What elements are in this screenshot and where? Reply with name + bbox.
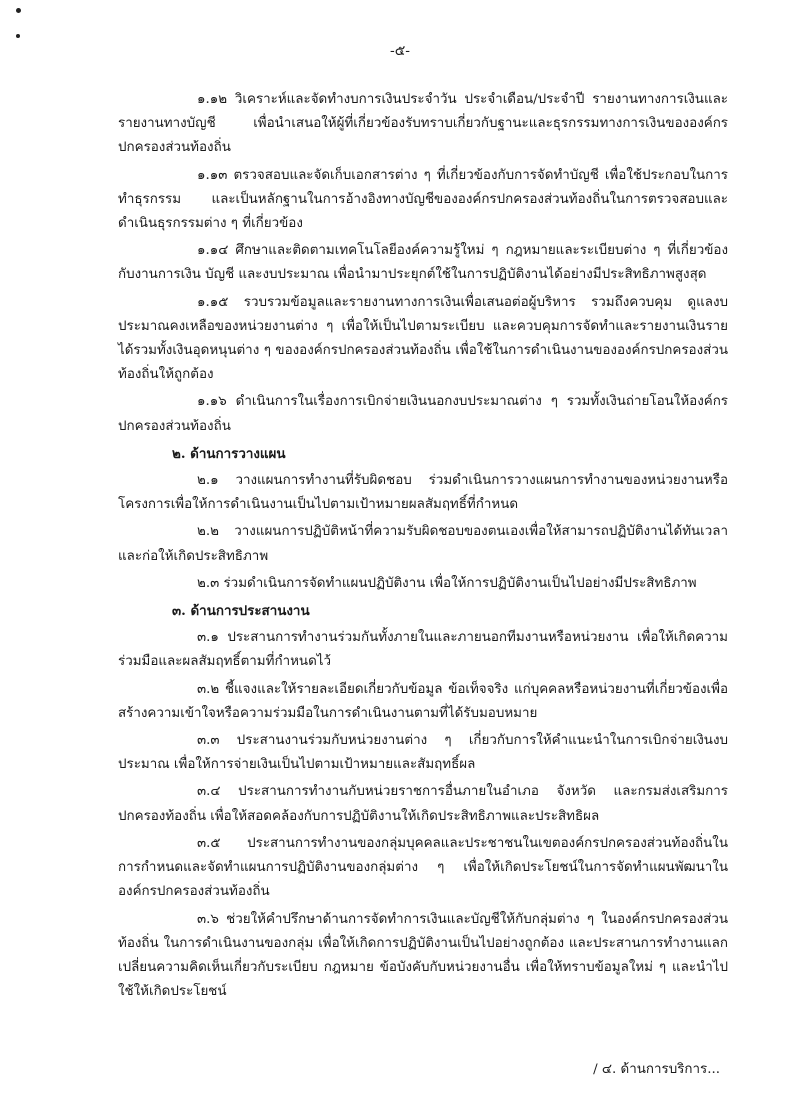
scan-mark [16,34,20,38]
paragraph: ๑.๑๓ ตรวจสอบและจัดเก็บเอกสารต่าง ๆ ที่เกี่ยวข้องกับการจัดทำบัญชี เพื่อใช้ประกอบในการทำธุรกรรม และเป็นหลักฐานในการอ้างอิงทางบัญชีขององค์กรปกครองส่วนท้องถิ่นในการตรวจสอบและดำเนินธุรกรรมต่าง ๆ ที่เกี่ยวข้อง [118,167,728,232]
paragraph: ๒.๒ วางแผนการปฏิบัติหน้าที่ความรับผิดชอบของตนเองเพื่อให้สามารถปฏิบัติงานได้ทันเวลาและก่อให้เกิดประสิทธิภาพ [118,524,728,564]
body-text [118,88,728,1007]
paragraph: ๓.๒ ชี้แจงและให้รายละเอียดเกี่ยวกับข้อมูล ข้อเท็จจริง แก่บุคคลหรือหน่วยงานที่เกี่ยวข้องเพื่อสร้างความเข้าใจหรือความร่วมมือในการดำเนินงานตามที่ได้รับมอบหมาย [118,681,728,721]
section-heading: ๓. ด้านการประสานงาน [172,603,310,620]
paragraph: ๓.๑ ประสานการทำงานร่วมกันทั้งภายในและภายนอกทีมงานหรือหน่วยงาน เพื่อให้เกิดความร่วมมือและผลสัมฤทธิ์ตามที่กำหนดไว้ [118,630,728,670]
paragraph: ๓.๖ ช่วยให้คำปรึกษาด้านการจัดทำการเงินและบัญชีให้กับกลุ่มต่าง ๆ ในองค์กรปกครองส่วนท้องถิ่น ในการดำเนินงานของกลุ่ม เพื่อให้เกิดการปฏิบัติงานเป็นไปอย่างถูกต้อง และประสานการทำงานแลกเปลี่ยนความคิดเห็นเกี่ยวกับระเบียบ กฎหมาย ข้อบังคับกับหน่วยงานอื่น เพื่อให้ทราบข้อมูลใหม่ ๆ และนำไปใช้ให้เกิดประโยชน์ [118,911,728,1000]
paragraph: ๓.๔ ประสานการทำงานกับหน่วยราชการอื่นภายในอำเภอ จังหวัด และกรมส่งเสริมการปกครองท้องถิ่น เพื่อให้สอดคล้องกับการปฏิบัติงานให้เกิดประสิทธิภาพและประสิทธิผล [118,784,728,824]
page-number: -๕- [389,43,411,59]
scan-mark [16,8,21,13]
paragraph: ๑.๑๕ รวบรวมข้อมูลและรายงานทางการเงินเพื่อเสนอต่อผู้บริหาร รวมถึงควบคุม ดูแลงบประมาณคงเหลือของหน่วยงานต่าง ๆ เพื่อให้เป็นไปตามระเบียบ และควบคุมการจัดทำและรายงานเงินรายได้รวมทั้งเงินอุดหนุนต่าง ๆ ขององค์กรปกครองส่วนท้องถิ่น เพื่อใช้ในการดำเนินงานขององค์กรปกครองส่วนท้องถิ่นให้ถูกต้อง [118,294,728,383]
paragraph: ๑.๑๔ ศึกษาและติดตามเทคโนโลยีองค์ความรู้ใหม่ ๆ กฎหมายและระเบียบต่าง ๆ ที่เกี่ยวข้องกับงานการเงิน บัญชี และงบประมาณ เพื่อนำมาประยุกต์ใช้ในการปฏิบัติงานได้อย่างมีประสิทธิภาพสูงสุด [118,243,728,283]
paragraph: ๓.๓ ประสานงานร่วมกับหน่วยงานต่าง ๆ เกี่ยวกับการให้คำแนะนำในการเบิกจ่ายเงินงบประมาณ เพื่อให้การจ่ายเงินเป็นไปตามเป้าหมายและสัมฤทธิ์ผล [118,733,728,773]
section-heading: ๒. ด้านการวางแผน [172,445,286,462]
paragraph: ๒.๑ วางแผนการทำงานที่รับผิดชอบ ร่วมดำเนินการวางแผนการทำงานของหน่วยงานหรือโครงการเพื่อให้การดำเนินงานเป็นไปตามเป้าหมายผลสัมฤทธิ์ที่กำหนด [118,473,728,513]
continuation-footer: / ๔. ด้านการบริการ... [593,1062,720,1077]
paragraph: ๒.๓ ร่วมดำเนินการจัดทำแผนปฏิบัติงาน เพื่อให้การปฏิบัติงานเป็นไปอย่างมีประสิทธิภาพ [197,575,697,591]
paragraph: ๑.๑๖ ดำเนินการในเรื่องการเบิกจ่ายเงินนอกงบประมาณต่าง ๆ รวมทั้งเงินถ่ายโอนให้องค์กรปกครองส่วนท้องถิ่น [118,394,728,434]
paragraph: ๑.๑๒ วิเคราะห์และจัดทำงบการเงินประจำวัน ประจำเดือน/ประจำปี รายงานทางการเงินและรายงานทางบัญชี เพื่อนำเสนอให้ผู้ที่เกี่ยวข้องรับทราบเกี่ยวกับฐานะและธุรกรรมทางการเงินขององค์กรปกครองส่วนท้องถิ่น [118,92,728,156]
paragraph: ๓.๕ ประสานการทำงานของกลุ่มบุคคลและประชาชนในเขตองค์กรปกครองส่วนท้องถิ่นในการกำหนดและจัดทำแผนการปฏิบัติงานของกลุ่มต่าง ๆ เพื่อให้เกิดประโยชน์ในการจัดทำแผนพัฒนาในองค์กรปกครองส่วนท้องถิ่น [118,835,728,900]
